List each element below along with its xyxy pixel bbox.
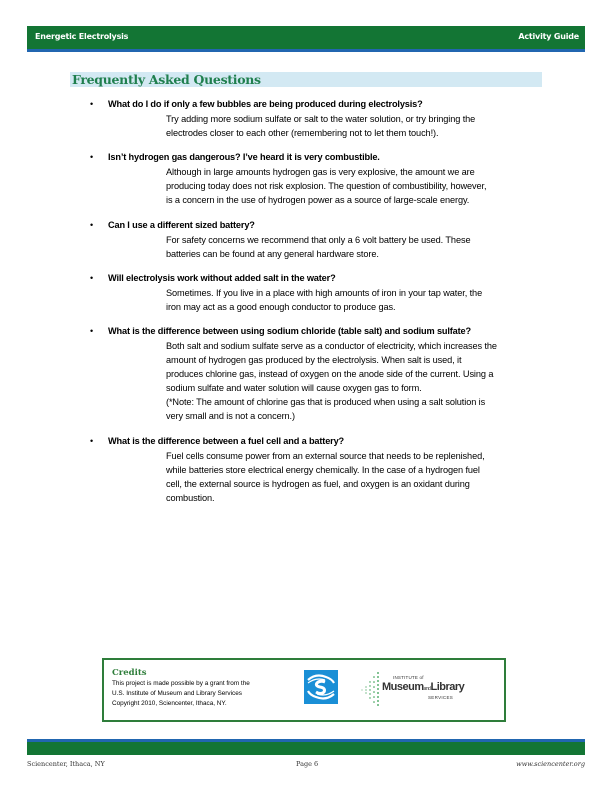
answer-line: Both salt and sodium sulfate serve as a conductor of electricity, which increases the [166, 341, 497, 351]
imls-name [382, 681, 464, 693]
answer-line: combustion. [166, 493, 215, 504]
credits-line: This project is made possible by a grant from the [112, 680, 250, 687]
answer-line: produces chlorine gas, instead of oxygen on the anode side of the current. Using a [166, 369, 494, 380]
credits-line: Copyright 2010, Sciencenter, Ithaca, NY. [112, 700, 227, 707]
faq-question: Can I use a different sized battery? [108, 220, 255, 230]
bullet-icon: • [90, 152, 94, 162]
answer-line: electrodes closer to each other (remembering not to let them touch!). [166, 128, 439, 139]
answer-line: producing today does not risk explosion. The question of combustibility, however, [166, 181, 487, 192]
footer-website: www.sciencenter.org [516, 760, 585, 768]
bullet-icon: • [90, 436, 94, 446]
document-title: Energetic Electrolysis [35, 32, 129, 41]
footer-bar [27, 739, 585, 755]
faq-question: What do I do if only a few bubbles are being produced during electrolysis? [108, 99, 423, 109]
credits-line: U.S. Institute of Museum and Library Services [112, 690, 242, 697]
faq-answer [166, 339, 546, 424]
bullet-icon: • [90, 273, 94, 283]
guide-label: Activity Guide [518, 32, 579, 41]
imls-institute-text: INSTITUTE of [393, 675, 424, 680]
imls-and: and [423, 686, 431, 692]
answer-line: Sometimes. If you live in a place with high amounts of iron in your tap water, the [166, 288, 483, 298]
answer-line: very small and is not a concern.) [166, 411, 295, 422]
header-bar [27, 26, 585, 52]
credits-title: Credits [112, 668, 147, 678]
answer-line: iron may act as a good enough conductor to produce gas. [166, 302, 396, 313]
faq-heading-text: Frequently Asked Questions [72, 72, 261, 87]
faq-answer [166, 233, 546, 261]
credits-box [102, 658, 506, 722]
imls-logo [360, 668, 470, 710]
page-number: Page 6 [296, 760, 319, 768]
answer-line: Although in large amounts hydrogen gas is very explosive, the amount we are [166, 167, 475, 177]
bullet-icon: • [90, 220, 94, 230]
sciencenter-logo-icon [304, 670, 338, 704]
answer-line: For safety concerns we recommend that only a 6 volt battery be used. These [166, 235, 471, 245]
answer-line: is a concern in the use of hydrogen power as a source of large-scale energy. [166, 195, 470, 206]
answer-line: Try adding more sodium sulfate or salt to the water solution, or try bringing the [166, 114, 476, 124]
faq-answer [166, 112, 546, 140]
answer-line: sodium sulfate and water solution will cause oxygen gas to form. [166, 383, 422, 394]
answer-line: amount of hydrogen gas produced by the electrolysis. When salt is used, it [166, 355, 462, 366]
answer-line: (*Note: The amount of chlorine gas that is produced when using a salt solution is [166, 397, 486, 408]
faq-question: Isn’t hydrogen gas dangerous? I’ve heard it is very combustible. [108, 152, 380, 162]
imls-services-text: SERVICES [428, 695, 454, 700]
faq-question: What is the difference between a fuel cell and a battery? [108, 436, 345, 446]
faq-heading [70, 72, 542, 87]
faq-question: What is the difference between using sodium chloride (table salt) and sodium sulfate? [108, 326, 471, 336]
imls-library: Library [430, 681, 465, 693]
footer-organization: Sciencenter, Ithaca, NY [27, 760, 105, 768]
answer-line: Fuel cells consume power from an external source that needs to be replenished, [166, 451, 485, 461]
faq-answer [166, 286, 546, 314]
credits-text [112, 679, 250, 709]
faq-answer [166, 449, 546, 505]
answer-line: cell, the external source is hydrogen as fuel, and oxygen is an oxidant during [166, 479, 470, 490]
bullet-icon: • [90, 99, 94, 109]
bullet-icon: • [90, 326, 94, 336]
answer-line: batteries can be found at any general hardware store. [166, 249, 379, 260]
answer-line: while batteries store electrical energy chemically. In the case of a hydrogen fuel [166, 465, 480, 476]
faq-question: Will electrolysis work without added salt in the water? [108, 273, 336, 283]
faq-answer [166, 165, 546, 207]
imls-dots-icon [360, 670, 382, 708]
imls-museum: Museum [382, 681, 424, 693]
